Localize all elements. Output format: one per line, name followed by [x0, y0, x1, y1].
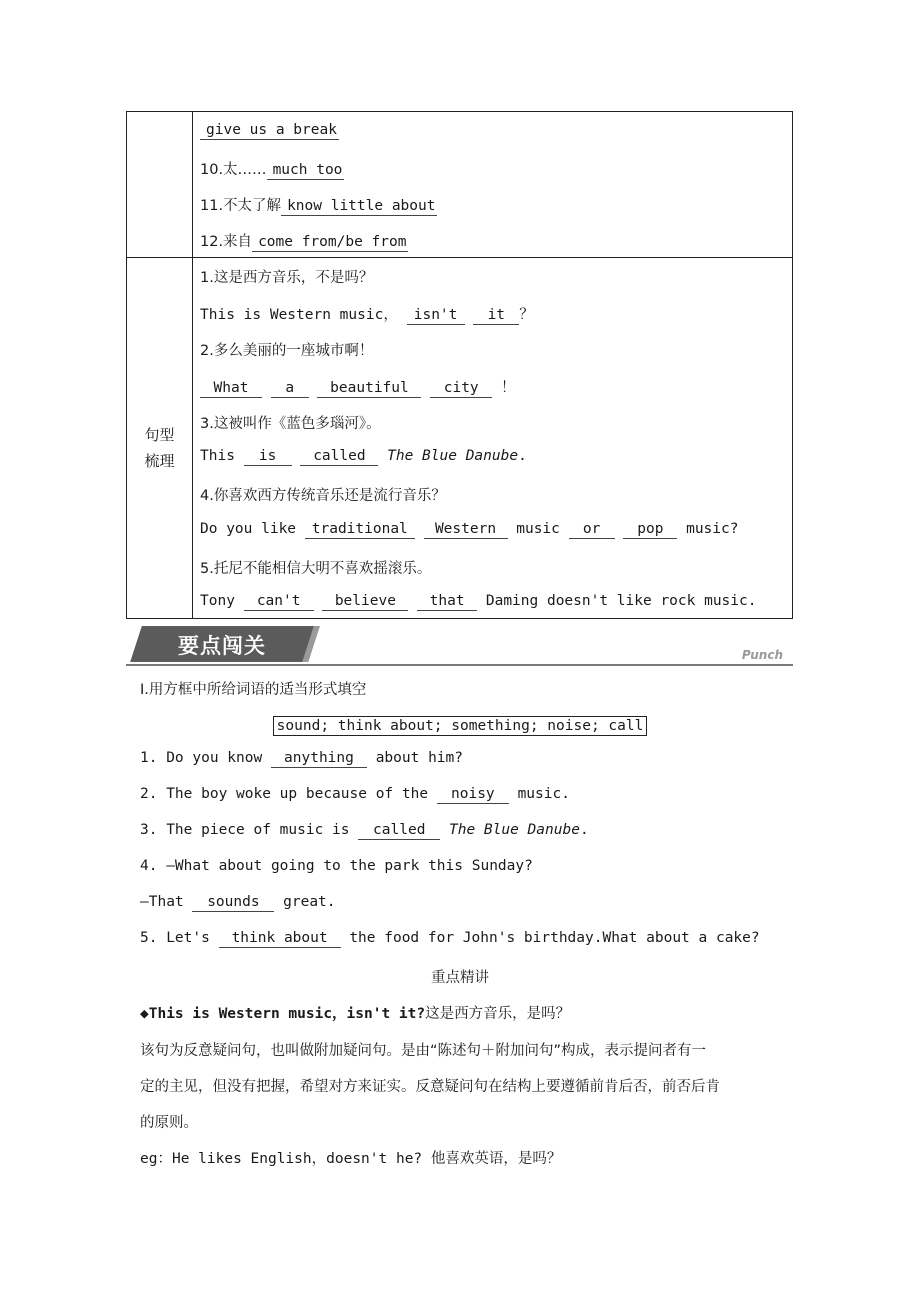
- answer-a: a: [271, 381, 309, 398]
- q4-suffix: great.: [283, 894, 336, 910]
- sentence-2-english: [200, 376, 515, 398]
- q5-prefix: 5. Let's: [140, 930, 210, 946]
- sentence-header-line1: 句型: [144, 426, 175, 444]
- answer-beautiful: beautiful: [317, 381, 421, 398]
- s3-end: .: [518, 448, 527, 464]
- banner-underline: [126, 664, 793, 666]
- q4-answer: sounds: [192, 895, 274, 912]
- word-box: sound; think about; something; noise; call: [273, 716, 648, 736]
- sentence-header-line2: 梳理: [144, 452, 175, 470]
- answer-pop: pop: [623, 522, 677, 539]
- q3-title: The Blue Danube: [448, 822, 580, 838]
- s5-end: Daming doesn't like rock music.: [485, 593, 757, 609]
- phrase-line-10: [200, 158, 344, 180]
- sentence-3-english: [200, 448, 527, 466]
- key-sentence-cn: 这是西方音乐，是吗？: [425, 1006, 571, 1022]
- answer-traditional: traditional: [305, 522, 415, 539]
- summary-table: [126, 111, 793, 619]
- focus-heading: 重点精讲: [431, 970, 489, 986]
- s3-prefix: This: [200, 448, 235, 464]
- question-1: [140, 750, 463, 768]
- sentence-3-chinese: 3.这被叫作《蓝色多瑙河》。: [200, 416, 381, 432]
- key-sentence-en: ◆This is Western music，isn't it?: [140, 1006, 426, 1022]
- answer-western: Western: [424, 522, 508, 539]
- focus-key-sentence: [140, 1002, 570, 1023]
- s1-prefix: This is Western music，: [200, 307, 398, 323]
- phrase-line-11: [200, 194, 437, 216]
- s3-title: The Blue Danube: [387, 448, 519, 464]
- phrase-10-prefix: 10.太……: [200, 162, 267, 178]
- focus-para-line3: 的原则。: [140, 1115, 198, 1131]
- s5-prefix: Tony: [200, 593, 235, 609]
- answer-isnt: isn't: [407, 308, 465, 325]
- q1-answer: anything: [271, 751, 367, 768]
- answer-what: What: [200, 381, 262, 398]
- table-row-divider: [127, 257, 792, 258]
- q1-prefix: 1. Do you know: [140, 750, 263, 766]
- word-box-row: [0, 716, 920, 736]
- answer-give-us-a-break: give us a break: [200, 123, 339, 140]
- phrase-12-prefix: 12.来自: [200, 234, 253, 250]
- s4-prefix: Do you like: [200, 521, 297, 537]
- sentence-1-english: [200, 303, 534, 325]
- answer-it: it: [473, 308, 519, 325]
- answer-believe: believe: [322, 594, 408, 611]
- q4-prefix: —That: [140, 894, 184, 910]
- answer-or: or: [569, 522, 615, 539]
- sentence-1-chinese: 1.这是西方音乐，不是吗？: [200, 270, 374, 286]
- banner-title: 要点闯关: [178, 634, 266, 658]
- answer-that: that: [417, 594, 477, 611]
- q3-end: .: [579, 822, 589, 838]
- answer-is: is: [244, 449, 292, 466]
- sentence-5-chinese: 5.托尼不能相信大明不喜欢摇滚乐。: [200, 561, 432, 577]
- q1-suffix: about him?: [375, 750, 463, 766]
- q2-answer: noisy: [437, 787, 509, 804]
- phrase-line-12: [200, 230, 408, 252]
- q2-prefix: 2. The boy woke up because of the: [140, 786, 429, 802]
- focus-para-line2: 定的主见，但没有把握，希望对方来证实。反意疑问句在结构上要遵循前肯后否，前否后肯: [140, 1079, 720, 1095]
- question-4-line2: [140, 894, 336, 912]
- question-2: [140, 786, 570, 804]
- answer-much-too: much too: [267, 163, 345, 180]
- s2-end: ！: [500, 380, 516, 396]
- answer-city: city: [430, 381, 492, 398]
- phrase-11-prefix: 11.不太了解: [200, 198, 282, 214]
- question-4-line1: 4. —What about going to the park this Sunday?: [140, 858, 533, 874]
- q5-suffix: the food for John's birthday.What about a cake?: [349, 930, 760, 946]
- question-5: [140, 930, 760, 948]
- answer-cant: can't: [244, 594, 314, 611]
- focus-example: eg：He likes English，doesn't he? 他喜欢英语，是吗？: [140, 1151, 562, 1167]
- question-3: [140, 822, 589, 840]
- q5-answer: think about: [219, 931, 341, 948]
- s1-end: ？: [519, 307, 534, 323]
- q3-prefix: 3. The piece of music is: [140, 822, 350, 838]
- s4-mid: music: [516, 521, 560, 537]
- sentence-4-english: [200, 521, 738, 539]
- exercise-heading: Ⅰ.用方框中所给词语的适当形式填空: [140, 682, 367, 698]
- banner-punch-label: Punch: [741, 648, 783, 662]
- answer-called: called: [300, 449, 378, 466]
- table-column-divider: [192, 112, 193, 618]
- sentence-4-chinese: 4.你喜欢西方传统音乐还是流行音乐？: [200, 488, 446, 504]
- answer-know-little-about: know little about: [281, 199, 437, 216]
- sentence-2-chinese: 2.多么美丽的一座城市啊！: [200, 343, 374, 359]
- focus-para-line1: 该句为反意疑问句，也叫做附加疑问句。是由“陈述句＋附加问句”构成，表示提问者有一: [140, 1043, 707, 1059]
- phrase-line-break: [200, 122, 339, 140]
- sentence-5-english: [200, 593, 756, 611]
- answer-come-from: come from/be from: [252, 235, 408, 252]
- q2-suffix: music.: [517, 786, 570, 802]
- section-banner: [126, 622, 793, 668]
- s4-end: music?: [686, 521, 739, 537]
- q3-answer: called: [358, 823, 440, 840]
